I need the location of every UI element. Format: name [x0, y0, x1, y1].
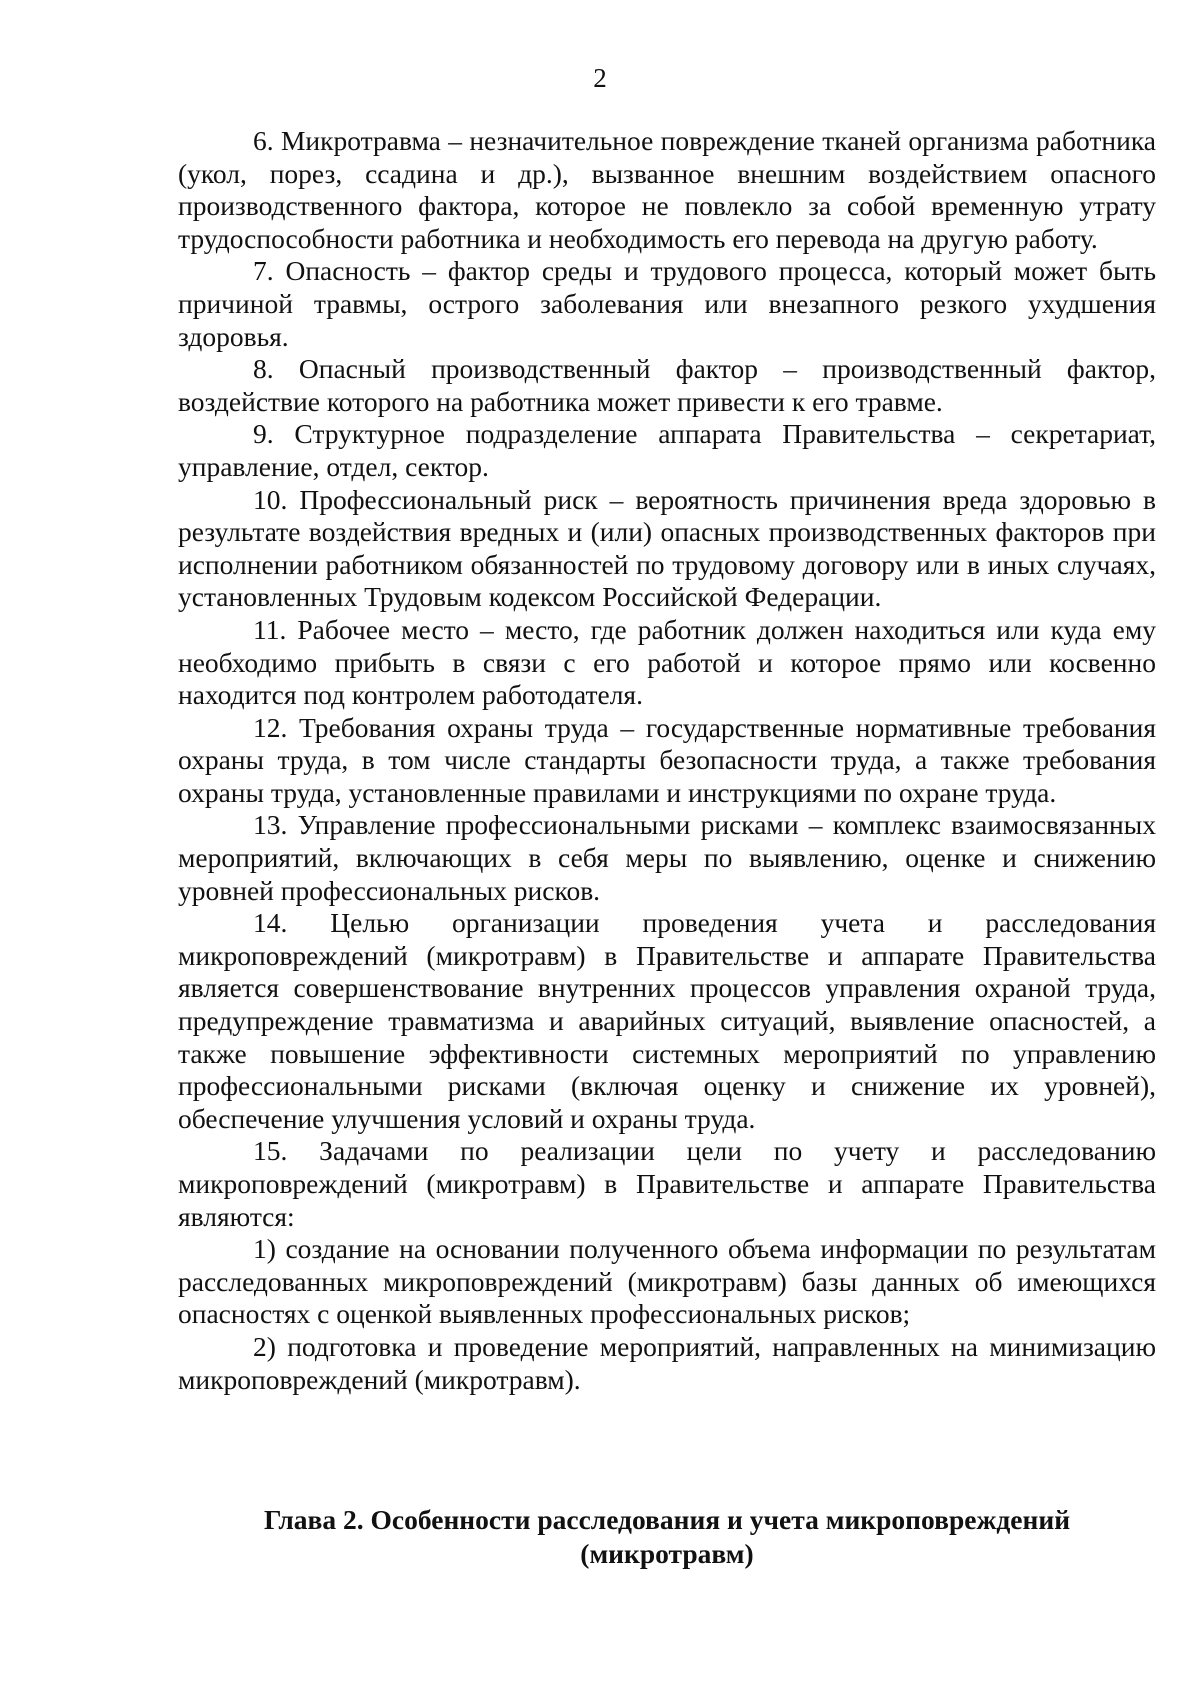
- paragraph-8-hazardous-factor-definition: 8. Опасный производственный фактор – производственный фактор, воздействие которого на работника может привести к его травме.: [178, 353, 1156, 417]
- task-item-2: 2) подготовка и проведение мероприятий, направленных на минимизацию микроповреждений (микротравм).: [178, 1330, 1156, 1395]
- paragraph-6-microtrauma-definition: 6. Микротравма – незначительное повреждение тканей организма работника (укол, порез, ссадина и др.), вызванное внешним воздействием опасного производственного фактора, которое не повлекло за собой временную утрату трудоспособности работника и необходимость его перевода на другую работу.: [178, 125, 1156, 254]
- page-number: 2: [593, 63, 607, 93]
- paragraph-7-hazard-definition: 7. Опасность – фактор среды и трудового процесса, который может быть причиной травмы, острого заболевания или внезапного резкого ухудшения здоровья.: [178, 255, 1156, 352]
- chapter-heading-line-1: Глава 2. Особенности расследования и учета микроповреждений: [263, 1504, 1071, 1535]
- chapter-heading: [178, 1503, 1156, 1571]
- chapter-heading-line-2: (микротравм): [580, 1538, 754, 1569]
- paragraph-13-risk-management-definition: 13. Управление профессиональными рисками – комплекс взаимосвязанных мероприятий, включающих в себя меры по выявлению, оценке и снижению уровней профессиональных рисков.: [178, 809, 1156, 906]
- paragraph-12-safety-requirements-definition: 12. Требования охраны труда – государственные нормативные требования охраны труда, в том числе стандарты безопасности труда, а также требования охраны труда, установленные правилами и инструкциями по охране труда.: [178, 711, 1156, 808]
- paragraph-11-workplace-definition: 11. Рабочее место – место, где работник должен находиться или куда ему необходимо прибыть в связи с его работой и которое прямо или косвенно находится под контролем работодателя.: [178, 613, 1156, 711]
- paragraph-15-tasks: 15. Задачами по реализации цели по учету и расследованию микроповреждений (микротравм) в Правительстве и аппарате Правительства являются:: [178, 1135, 1156, 1232]
- paragraph-14-purpose: 14. Целью организации проведения учета и расследования микроповреждений (микротравм) в Правительстве и аппарате Правительства является совершенствование внутренних процессов управления охраной труда, предупреждение травматизма и аварийных ситуаций, выявление опасностей, а также повышение эффективности системных мероприятий по управлению профессиональными рисками (включая оценку и снижение их уровней), обеспечение улучшения условий и охраны труда.: [178, 907, 1156, 1134]
- task-item-1: 1) создание на основании полученного объема информации по результатам расследованных микроповреждений (микротравм) базы данных об имеющихся опасностях с оценкой выявленных профессиональных рисков;: [178, 1233, 1156, 1330]
- paragraph-10-professional-risk-definition: 10. Профессиональный риск – вероятность причинения вреда здоровью в результате воздействия вредных и (или) опасных производственных факторов при исполнении работником обязанностей по трудовому договору или в иных случаях, установленных Трудовым кодексом Российской Федерации.: [178, 483, 1156, 613]
- document-body: [178, 125, 1156, 1396]
- paragraph-9-structural-unit-definition: 9. Структурное подразделение аппарата Правительства – секретариат, управление, отдел, сектор.: [178, 418, 1156, 482]
